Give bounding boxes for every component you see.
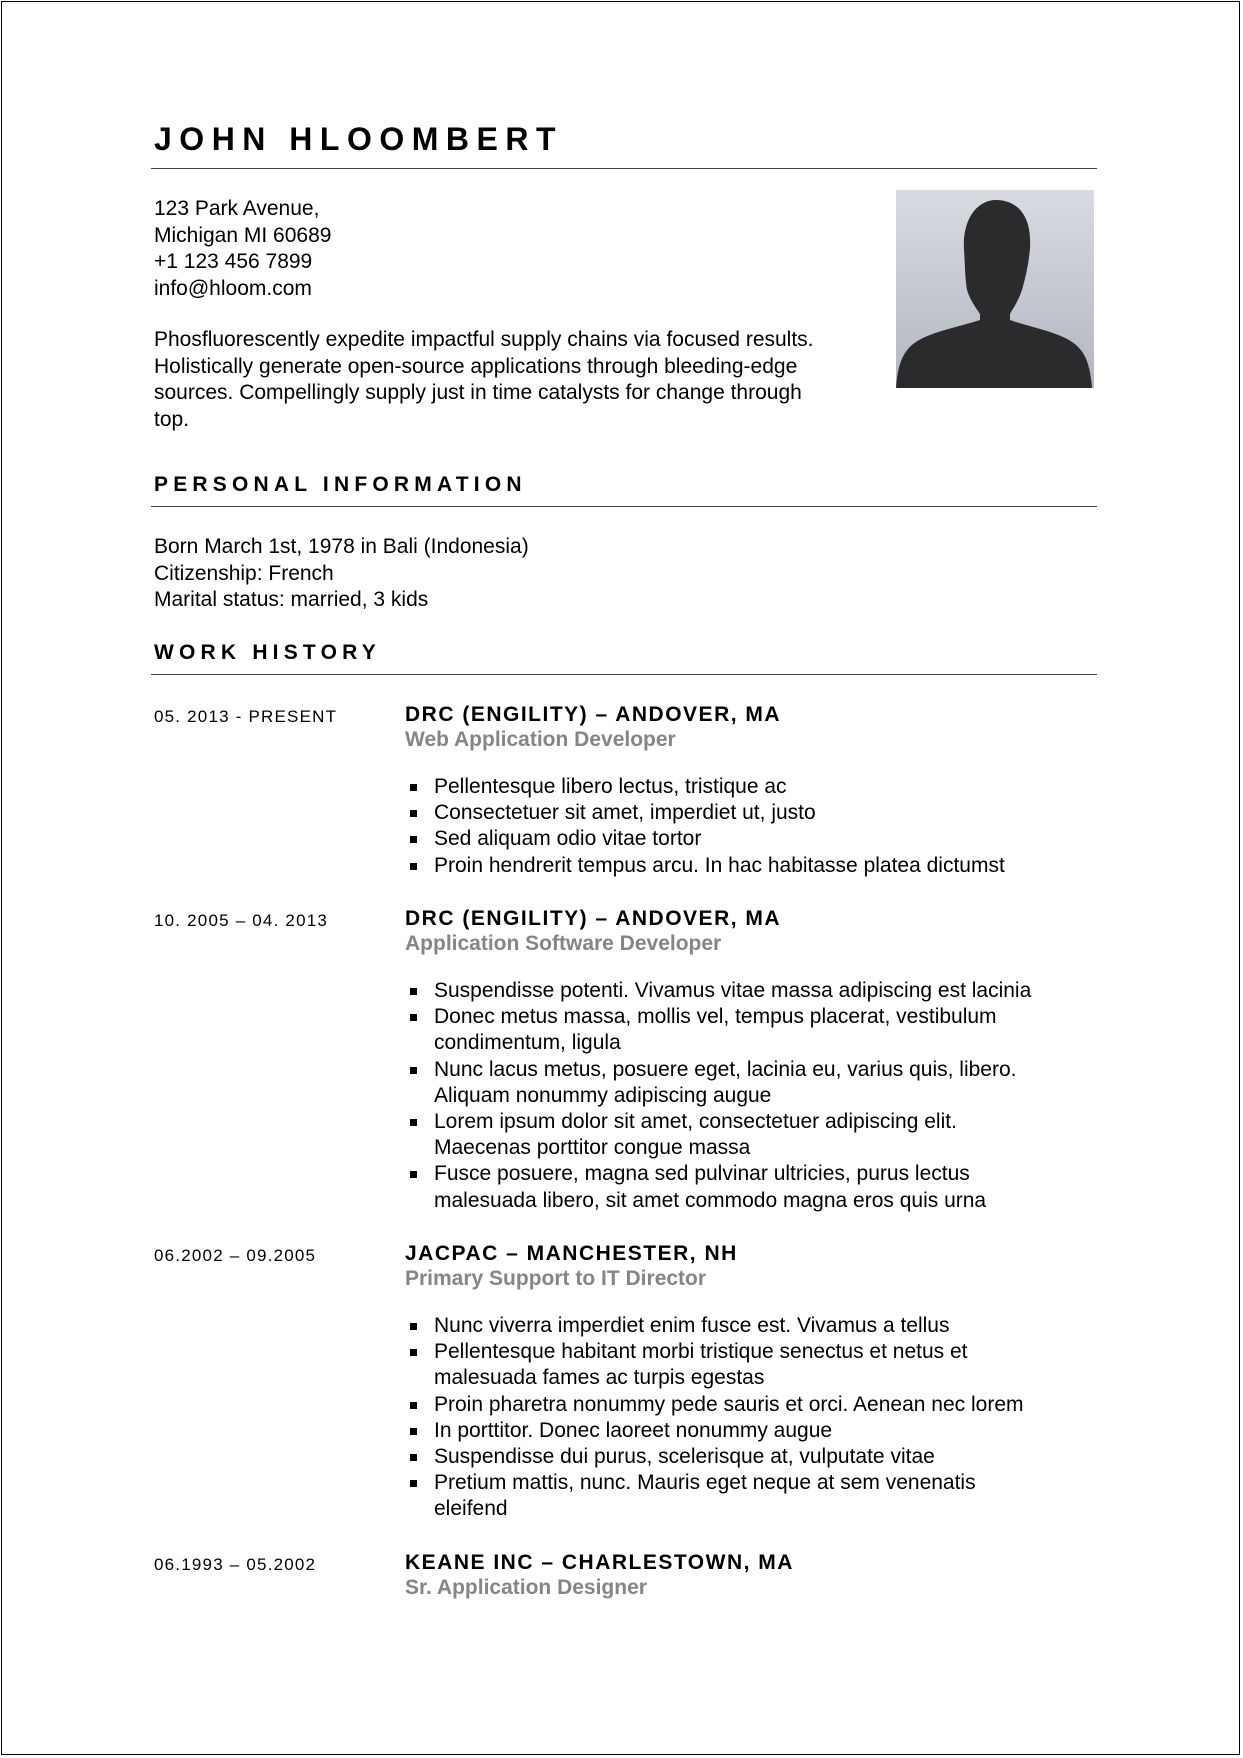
job-bullet-list [405,774,1095,879]
work-history-heading: WORK HISTORY [154,641,381,664]
job-bullet [405,1444,1095,1470]
bullet-line: Lorem ipsum dolor sit amet, consectetuer adipiscing elit. [434,1110,957,1134]
job-role: Web Application Developer [405,728,676,751]
bullet-line: Sed aliquam odio vitae tortor [434,827,702,851]
job-bullet [405,978,1095,1004]
bullet-line: Pellentesque libero lectus, tristique ac [434,775,787,798]
summary-line: sources. Compellingly supply just in time catalysts for change through [154,381,802,404]
job-company: DRC (ENGILITY) – ANDOVER, MA [405,907,782,930]
bullet-line: Suspendisse potenti. Vivamus vitae massa adipiscing est lacinia [434,979,1032,1002]
summary-line: Phosfluorescently expedite impactful supply chains via focused results. [154,328,814,351]
job-bullet [405,1004,1095,1056]
job-bullet [405,1161,1095,1213]
bullet-line: Nunc lacus metus, posuere eget, lacinia eu, varius quis, libero. [434,1057,1017,1081]
bullet-line: Fusce posuere, magna sed pulvinar ultricies, purus lectus [434,1162,970,1186]
job-bullet [405,800,1095,826]
bullet-line: Proin hendrerit tempus arcu. In hac habitasse platea dictumst [434,853,1005,877]
header-divider [151,168,1097,169]
job-bullet [405,826,1095,852]
bullet-line: malesuada fames ac turpis egestas [434,1366,765,1390]
bullet-line: eleifend [434,1497,508,1521]
marital-status-info: Marital status: married, 3 kids [154,588,429,611]
job-bullet [405,1392,1095,1418]
contact-block [154,196,331,302]
job-bullet [405,853,1095,879]
bullet-line: Pellentesque habitant morbi tristique senectus et netus et [434,1340,968,1364]
job-role: Application Software Developer [405,932,722,955]
bullet-line: malesuada libero, sit amet commodo magna eros quis urna [434,1188,987,1212]
summary-line: Holistically generate open-source applications through bleeding-edge [154,354,798,378]
job-bullet [405,1057,1095,1109]
work-history-divider [151,674,1097,675]
profile-silhouette-icon [896,190,1094,388]
job-date: 05. 2013 - PRESENT [154,707,338,726]
job-bullet [405,1109,1095,1161]
bullet-line: Consectetuer sit amet, imperdiet ut, justo [434,801,816,825]
job-date: 06.1993 – 05.2002 [154,1555,317,1574]
job-bullet [405,774,1095,800]
profile-summary [154,327,894,433]
job-company: JACPAC – MANCHESTER, NH [405,1242,738,1265]
job-bullet [405,1339,1095,1391]
profile-photo [896,190,1094,388]
personal-information-heading: PERSONAL INFORMATION [154,473,527,496]
job-bullet [405,1470,1095,1522]
job-date: 06.2002 – 09.2005 [154,1246,317,1265]
bullet-line: In porttitor. Donec laoreet nonummy augue [434,1418,833,1442]
candidate-name: JOHN HLOOMBERT [154,121,563,157]
bullet-line: Proin pharetra nonummy pede sauris et orci. Aenean nec lorem [434,1392,1024,1416]
birth-info: Born March 1st, 1978 in Bali (Indonesia) [154,535,529,558]
address-line-1: 123 Park Avenue, [154,197,320,220]
job-company: KEANE INC – CHARLESTOWN, MA [405,1551,794,1574]
bullet-line: Maecenas porttitor congue massa [434,1136,751,1160]
citizenship-info: Citizenship: French [154,561,334,585]
phone-number: +1 123 456 7899 [154,250,313,273]
email-address: info@hloom.com [154,276,312,300]
personal-information-block [154,534,529,614]
resume-page [1,1,1240,1755]
job-bullet-list [405,978,1095,1214]
bullet-line: Donec metus massa, mollis vel, tempus placerat, vestibulum [434,1005,997,1029]
job-role: Sr. Application Designer [405,1576,647,1599]
job-company: DRC (ENGILITY) – ANDOVER, MA [405,703,782,726]
personal-information-divider [151,506,1097,507]
bullet-line: Aliquam nonummy adipiscing augue [434,1083,772,1107]
job-date: 10. 2005 – 04. 2013 [154,911,329,930]
bullet-line: Nunc viverra imperdiet enim fusce est. Vivamus a tellus [434,1314,950,1337]
bullet-line: Suspendisse dui purus, scelerisque at, vulputate vitae [434,1445,935,1469]
job-bullet-list [405,1313,1095,1523]
job-bullet [405,1418,1095,1444]
job-bullet [405,1313,1095,1339]
address-line-2: Michigan MI 60689 [154,223,332,247]
bullet-line: condimentum, ligula [434,1031,621,1055]
bullet-line: Pretium mattis, nunc. Mauris eget neque at sem venenatis [434,1471,976,1495]
summary-line: top. [154,407,190,431]
job-role: Primary Support to IT Director [405,1267,707,1290]
